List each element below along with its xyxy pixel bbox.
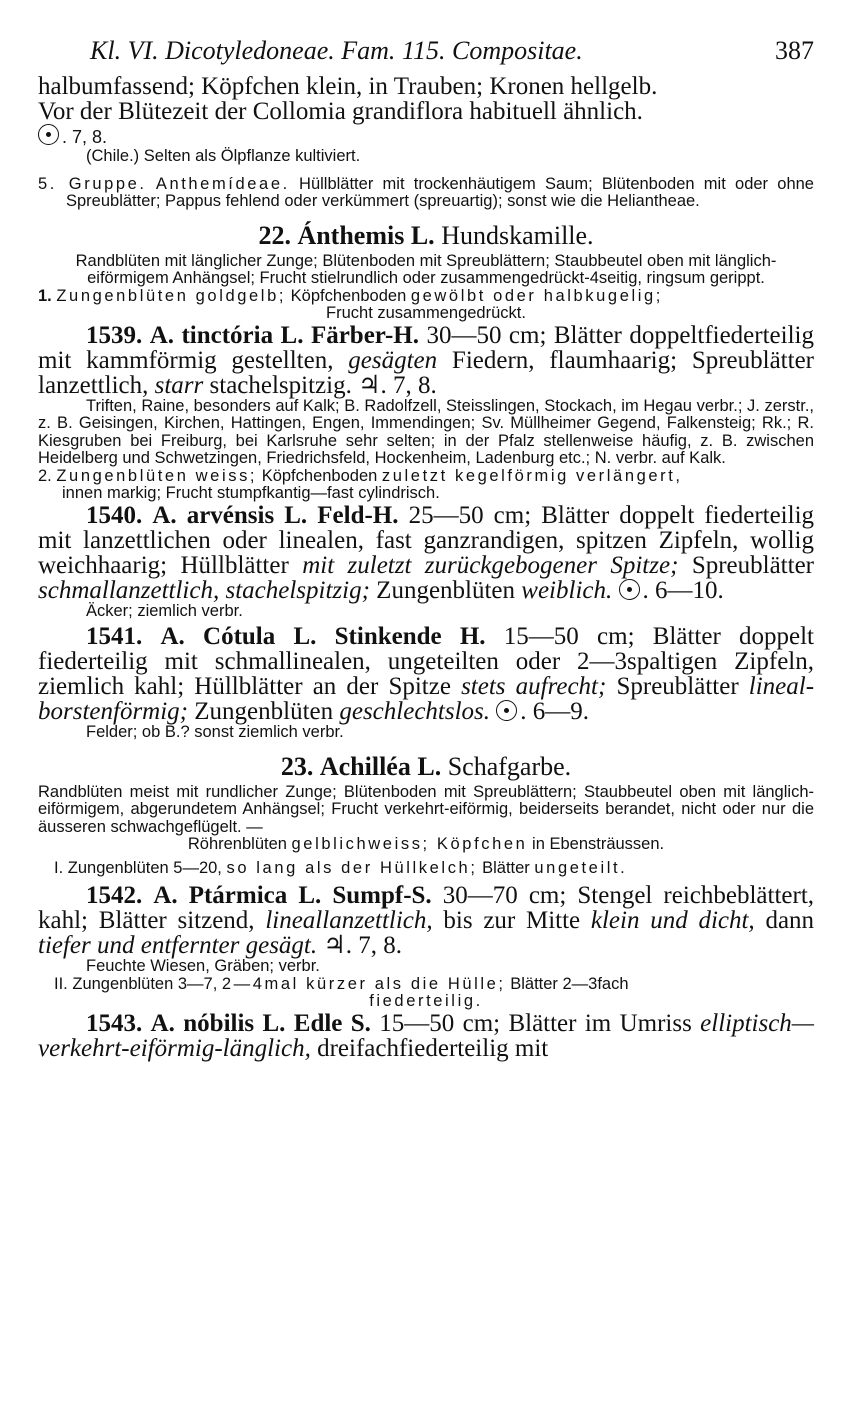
genus-23-description: Randblüten meist mit rundlicher Zunge; Blütenboden mit Spreublättern; Staubbeutel oben mit länglich-eiförmigem, abgerundetem Anhängsel; Frucht verkehrt-eiförmig, beiderseits berandet, nicht oder nur die äusseren schwachgeflügelt. — (38, 782, 814, 836)
key-23-II-line-2: fiederteilig. (369, 992, 483, 1010)
page-number: 387 (775, 36, 814, 65)
species-1543: 1543. A. nóbilis L. Edle S. 15—50 cm; Blätter im Umriss elliptisch—verkehrt-eiförmig-länglich, dreifachfiederteilig mit (38, 1009, 815, 1062)
group-5: 5. Gruppe. Anthemídeae. Hüllblätter mit trockenhäutigem Saum; Blütenboden mit oder ohne Spreublätter; Pappus fehlend oder verkümmert (spreuartig); sonst wie die Heliantheae. (38, 174, 814, 210)
annual-symbol-icon (38, 124, 59, 145)
genus-22-heading: 22. Ánthemis L. Hundskamille. (258, 220, 594, 250)
key-22-2-line-2: innen markig; Frucht stumpfkantig—fast cylindrisch. (62, 484, 440, 502)
intro-line-1: halbumfassend; Köpfchen klein, in Trauben; Kronen hellgelb. (38, 73, 658, 100)
species-1542-habitat: Feuchte Wiesen, Gräben; verbr. (86, 957, 320, 975)
species-1540: 1540. A. arvénsis L. Feld-H. 25—50 cm; Blätter doppelt fiederteilig mit lanzettlichen oder linealen, fast ganzrandigen, spitzen Zipfeln, wollig weichhaarig; Hüllblätter mit zuletzt zurückgebogener Spitze; Spreublätter schmallanzettlich, stachelspitzig; Zungenblüten weiblich. . 6—10. (38, 501, 815, 604)
species-1542: 1542. A. Ptármica L. Sumpf-S. 30—70 cm; Stengel reichbeblättert, kahl; Blätter sitzend, lineallanzettlich, bis zur Mitte klein und dicht, dann tiefer und entfernter gesägt. ♃. 7, 8. (38, 882, 815, 959)
species-1540-habitat: Äcker; ziemlich verbr. (86, 601, 243, 620)
species-1539-habitat: Triften, Raine, besonders auf Kalk; B. Radolfzell, Steisslingen, Stockach, im Hegau verbr.; J. zerstr., z. B. Geisingen, Kirchen, Hattingen, Engen, Immendingen; Sv. Müllheimer Gegend, Falkensteig; Rk.; R. Kiesgruben bei Freiburg, bei Karlsruhe sehr selten; in der Pfalz stellenweise häufig, z. B. zwischen Heidelberg und Schwetzingen, Friedrichsfeld, Hockenheim, Ladenburg etc.; N. verbr. auf Kalk. (38, 396, 814, 467)
running-header (38, 34, 814, 74)
genus-22-description: Randblüten mit länglicher Zunge; Blütenboden mit Spreublättern; Staubbeutel oben mit länglich-eiförmigem Anhängsel; Frucht stielrundlich oder zusammengedrückt-4seitig, ringsum gerippt. (75, 251, 777, 287)
species-1541: 1541. A. Cótula L. Stinkende H. 15—50 cm; Blätter doppelt fiederteilig mit schmallinealen, ungeteilten oder 2—3spaltigen Zipfeln, ziemlich kahl; Hüllblätter an der Spitze stets aufrecht; Spreublätter lineal-borstenförmig; Zungenblüten geschlechtslos. . 6—9. (38, 623, 815, 725)
annual-symbol-icon (619, 579, 640, 600)
intro-note: (Chile.) Selten als Ölpflanze kultiviert. (86, 147, 361, 165)
key-23-I: I. Zungenblüten 5—20, so lang als der Hüllkelch; Blätter ungeteilt. (54, 858, 628, 877)
key-23-II: II. Zungenblüten 3—7, 2—4mal kürzer als die Hülle; Blätter 2—3fach (54, 974, 629, 993)
genus-23-description-2: Röhrenblüten gelblichweiss; Köpfchen in Ebensträussen. (187, 835, 665, 853)
species-1541-habitat: Felder; ob B.? sonst ziemlich verbr. (86, 723, 344, 741)
key-22-1-line-2: Frucht zusammengedrückt. (326, 304, 526, 322)
intro-flower: . 7, 8. (38, 124, 814, 148)
header-title: Kl. VI. Dicotyledoneae. Fam. 115. Compositae. (90, 36, 583, 65)
intro-line-2: Vor der Blütezeit der Collomia grandiflora habituell ähnlich. (38, 98, 643, 125)
annual-symbol-icon (496, 700, 517, 721)
genus-23-heading: 23. Achilléa L. Schafgarbe. (280, 751, 572, 781)
key-22-2: 2. Zungenblüten weiss; Köpfchenboden zuletzt kegelförmig verlängert, (38, 466, 683, 485)
species-1539: 1539. A. tinctória L. Färber-H. 30—50 cm; Blätter doppeltfiederteilig mit kammförmig gestellten, gesägten Fiedern, flaumhaarig; Spreublätter lanzettlich, starr stachelspitzig. ♃. 7, 8. (38, 321, 814, 399)
key-22-1: 1. Zungenblüten goldgelb; Köpfchenboden gewölbt oder halbkugelig; (38, 286, 663, 305)
